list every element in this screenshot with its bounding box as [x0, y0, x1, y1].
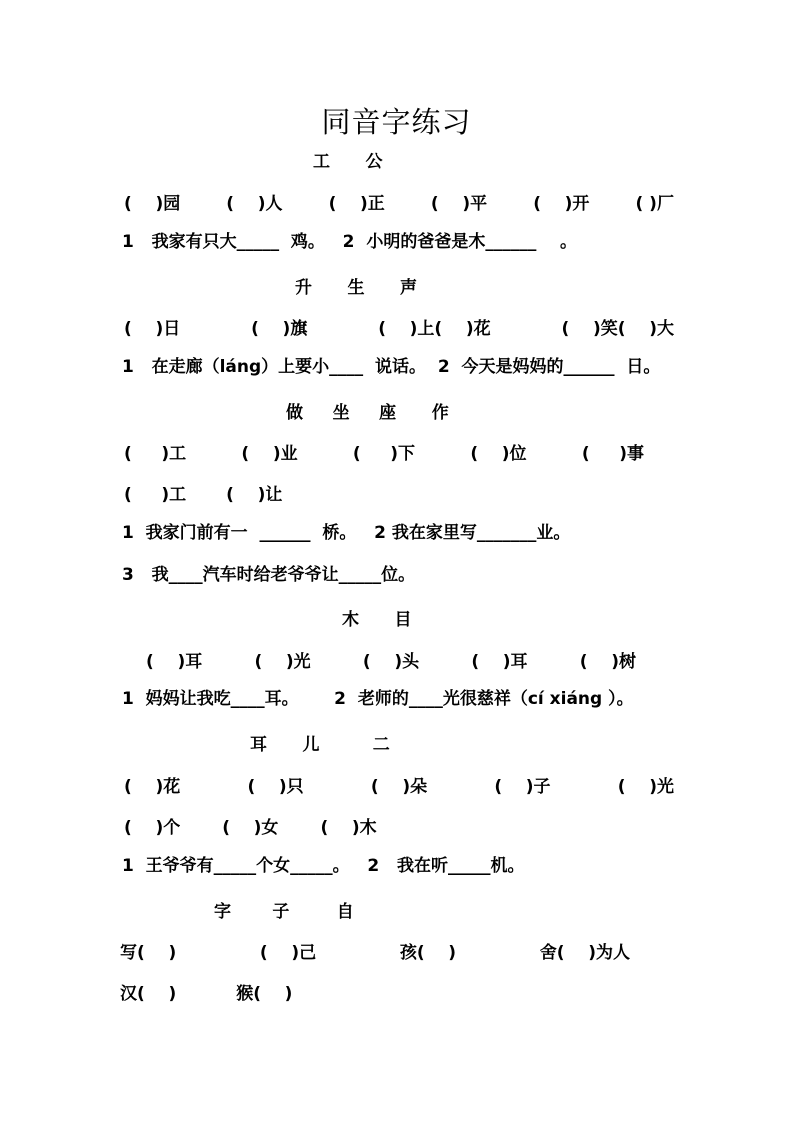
row-item: ( )人	[226, 194, 283, 214]
fill-sentence: 1 我家门前有一 ______ 桥。 2 我在家里写_______业。	[122, 523, 571, 543]
section-heading: 木 目	[342, 610, 412, 630]
fill-sentence: 3 我____汽车时给老爷爷让_____位。	[122, 565, 416, 585]
section-heading: 耳 儿 二	[250, 735, 390, 755]
row-item: ( )园	[124, 194, 181, 214]
row-item: ( )厂	[635, 194, 674, 214]
row-item: 写( )	[120, 943, 177, 963]
row-item: ( )树	[579, 652, 636, 672]
exercise-row	[124, 314, 674, 339]
row-item: ( )下	[352, 444, 416, 464]
row-item: ( )女	[222, 818, 279, 838]
row-item: ( )个	[124, 818, 181, 838]
row-item: ( )正	[328, 194, 385, 214]
row-item: 孩( )	[399, 943, 457, 963]
row-item: ( )耳	[146, 652, 203, 672]
row-item: ( )光	[254, 652, 311, 672]
fill-sentence: 1 我家有只大_____ 鸡。 2 小明的爸爸是木______ 。	[122, 232, 578, 252]
exercise-row	[124, 813, 674, 838]
section-heading: 字 子 自	[214, 902, 354, 922]
row-item: ( )工	[124, 485, 187, 505]
section-heading: 工 公	[313, 152, 383, 172]
exercise-row	[124, 189, 674, 214]
row-item: ( )日	[124, 319, 181, 339]
row-item: 汉( )	[120, 984, 177, 1004]
page-title: 同音字练习	[321, 105, 472, 139]
row-item: 舍( )为人	[539, 943, 630, 963]
row-item: ( )业	[241, 444, 298, 464]
row-item: ( )工	[124, 444, 187, 464]
row-item: ( )只	[247, 777, 304, 797]
row-item: ( )开	[533, 194, 590, 214]
section-heading: 升 生 声	[295, 278, 418, 298]
row-item: ( )上( )花	[378, 319, 491, 339]
exercise-row	[146, 647, 636, 672]
row-item: ( )让	[226, 485, 283, 505]
fill-sentence: 1 妈妈让我吃____耳。 2 老师的____光很慈祥（cí xiáng ）。	[122, 689, 634, 709]
row-item: ( )耳	[471, 652, 528, 672]
row-item: 猴( )	[236, 984, 293, 1004]
row-item: ( )木	[320, 818, 377, 838]
exercise-row	[120, 938, 630, 963]
row-item: ( )平	[430, 194, 488, 214]
row-item: ( )位	[470, 444, 527, 464]
exercise-row	[124, 772, 674, 797]
row-item: ( )光	[617, 777, 674, 797]
row-item: ( )己	[259, 943, 317, 963]
exercise-row	[120, 979, 670, 1004]
row-item: ( )旗	[251, 319, 308, 339]
row-item: ( )事	[581, 444, 644, 464]
row-item: ( )子	[494, 777, 551, 797]
row-item: ( )花	[124, 777, 181, 797]
row-item: ( )笑( )大	[561, 319, 674, 339]
fill-sentence: 1 在走廊（láng）上要小____ 说话。 2 今天是妈妈的______ 日。	[122, 357, 661, 377]
row-item: ( )朵	[370, 777, 428, 797]
row-item: ( )头	[362, 652, 420, 672]
exercise-row	[124, 439, 644, 464]
fill-sentence: 1 王爷爷有_____个女_____。 2 我在听_____机。	[122, 856, 525, 876]
exercise-row	[124, 480, 674, 505]
section-heading: 做 坐 座 作	[286, 403, 449, 423]
